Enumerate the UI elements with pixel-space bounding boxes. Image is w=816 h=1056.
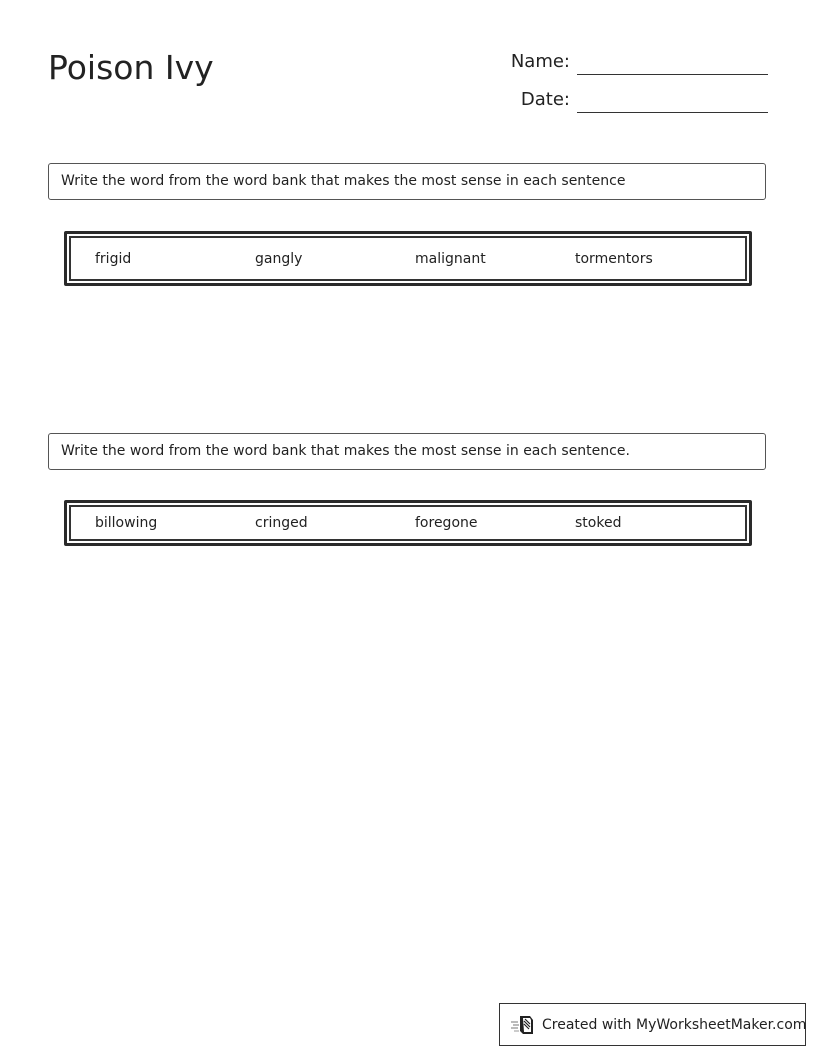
date-label: Date:	[520, 89, 570, 110]
section-1-word-bank	[64, 231, 752, 286]
word-bank-word: gangly	[255, 250, 303, 267]
section-1-instructions: Write the word from the word bank that makes the most sense in each sentence	[48, 163, 766, 200]
name-field	[511, 48, 768, 76]
worksheet-title: Poison Ivy	[48, 48, 214, 87]
created-with-text: Created with MyWorksheetMaker.com	[542, 1016, 807, 1033]
section-2-word-bank	[64, 500, 752, 546]
section-2-instructions: Write the word from the word bank that makes the most sense in each sentence.	[48, 433, 766, 470]
name-blank-line	[577, 74, 768, 75]
word-bank-word: billowing	[95, 515, 158, 531]
created-with-badge	[499, 1003, 806, 1046]
word-bank-word: frigid	[95, 250, 132, 267]
word-bank-word: foregone	[415, 515, 478, 531]
date-blank-line	[577, 112, 768, 113]
name-label: Name:	[510, 51, 570, 72]
worksheet-logo-icon	[510, 1013, 536, 1037]
date-field	[521, 86, 768, 114]
word-bank-word: tormentors	[575, 250, 653, 267]
word-bank-word: malignant	[415, 250, 486, 267]
word-bank-word: stoked	[575, 515, 622, 531]
word-bank-inner	[69, 236, 747, 281]
word-bank-word: cringed	[255, 515, 308, 531]
word-bank-inner	[69, 505, 747, 541]
